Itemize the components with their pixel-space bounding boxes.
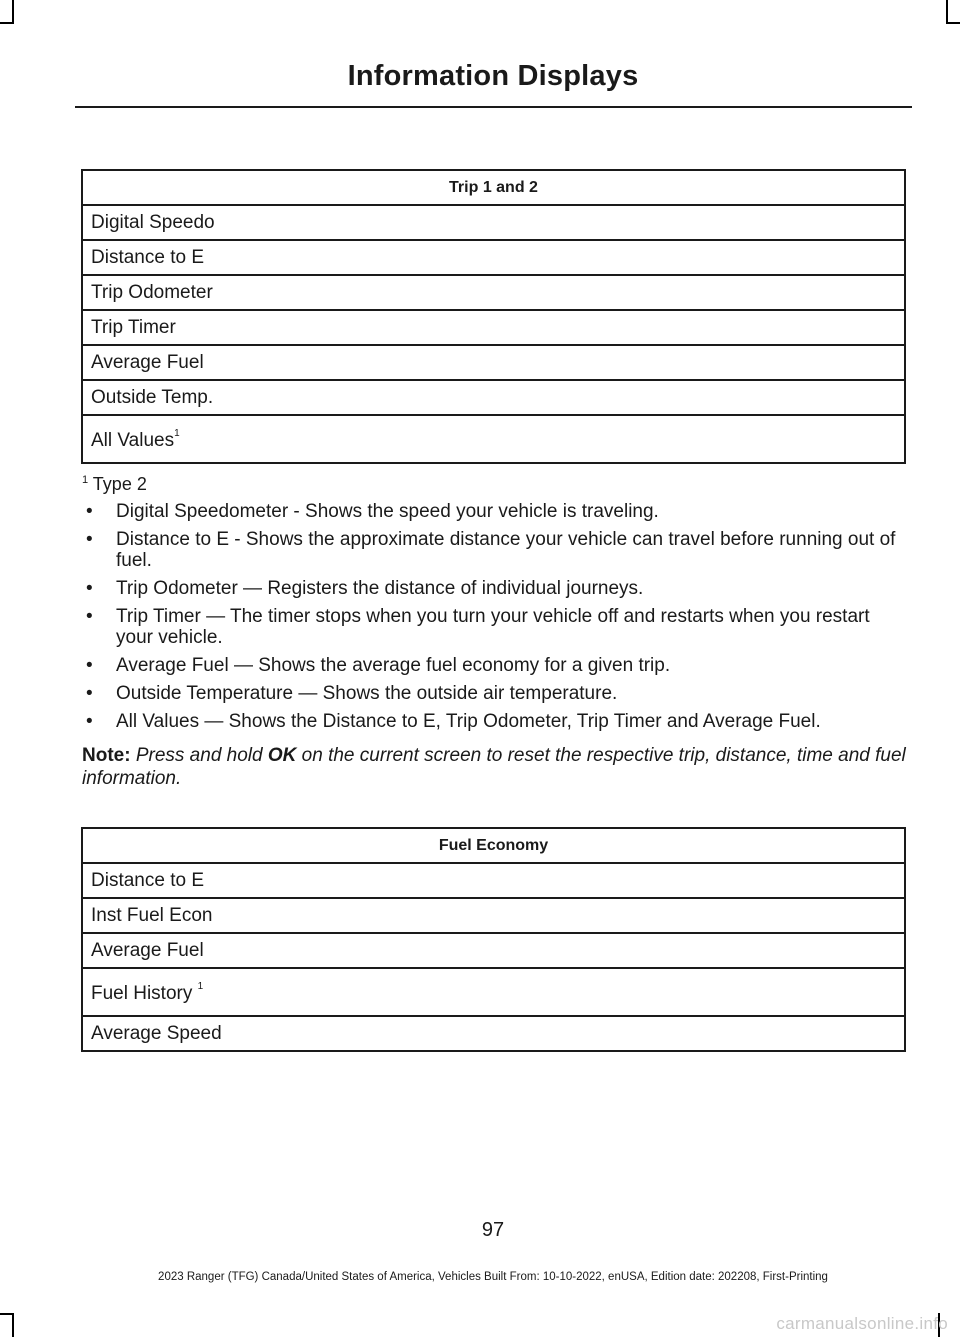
list-item <box>82 683 908 704</box>
list-item-text: Distance to E - Shows the approximate distance your vehicle can travel before running out of fuel. <box>116 529 896 571</box>
bullet-icon: • <box>86 711 93 732</box>
trip-table <box>81 169 906 464</box>
table-cell <box>82 898 905 933</box>
header-rule <box>75 106 912 108</box>
table-row <box>82 240 905 275</box>
list-item <box>82 501 908 522</box>
list-item <box>82 529 908 571</box>
cell-label: Digital Speedo <box>91 211 215 233</box>
table-cell <box>82 310 905 345</box>
table-cell <box>82 1016 905 1051</box>
list-item <box>82 606 908 648</box>
cell-label: Trip Odometer <box>91 281 213 303</box>
crop-mark-top-left-h <box>0 22 14 24</box>
table-row <box>82 275 905 310</box>
table-cell <box>82 380 905 415</box>
table-row <box>82 933 905 968</box>
list-item-text: Average Fuel — Shows the average fuel economy for a given trip. <box>116 655 671 676</box>
bullet-list <box>82 501 908 739</box>
cell-label: Average Speed <box>91 1022 222 1044</box>
page-title: Information Displays <box>347 60 639 92</box>
table-row <box>82 968 905 1016</box>
cell-label: All Values <box>91 430 175 451</box>
table-row <box>82 205 905 240</box>
list-item-text: Outside Temperature — Shows the outside air temperature. <box>116 683 618 704</box>
cell-label: Average Fuel <box>91 351 204 373</box>
footnote-text: Type 2 <box>88 474 147 494</box>
list-item <box>82 578 908 599</box>
table-cell <box>82 863 905 898</box>
crop-mark-bottom-left-h <box>0 1313 14 1315</box>
fuel-economy-table <box>81 827 906 1052</box>
table-heading: Fuel Economy <box>82 828 905 863</box>
table-cell <box>82 345 905 380</box>
bullet-icon: • <box>86 578 93 599</box>
cell-label: Average Fuel <box>91 939 204 961</box>
note-lead: Note: <box>82 745 131 766</box>
watermark: carmanualsonline.info <box>776 1314 948 1333</box>
list-item <box>82 655 908 676</box>
edition-footer: 2023 Ranger (TFG) Canada/United States of America, Vehicles Built From: 10-10-2022, enUSA, Edition date: 202208, First-Printing <box>158 1271 828 1283</box>
cell-label: Fuel History <box>91 983 193 1004</box>
table-cell <box>82 205 905 240</box>
table-row <box>82 415 905 463</box>
cell-label: Trip Timer <box>91 316 176 338</box>
crop-mark-top-right-v <box>946 0 948 22</box>
note-text: Press and hold <box>130 745 268 766</box>
bullet-icon: • <box>86 655 93 676</box>
table-cell <box>82 275 905 310</box>
table-row <box>82 863 905 898</box>
list-item-text: Digital Speedometer - Shows the speed your vehicle is traveling. <box>116 501 659 522</box>
footnote-marker: 1 <box>82 474 89 486</box>
table-row <box>82 310 905 345</box>
table-row <box>82 898 905 933</box>
cell-label: Outside Temp. <box>91 386 214 408</box>
cell-label: Distance to E <box>91 246 204 268</box>
cell-label: Distance to E <box>91 869 204 891</box>
bullet-icon: • <box>86 529 93 550</box>
list-item-text: Trip Timer — The timer stops when you turn your vehicle off and restarts when you restart your vehicle. <box>116 606 870 648</box>
bullet-icon: • <box>86 683 93 704</box>
bullet-icon: • <box>86 501 93 522</box>
note-paragraph <box>82 744 908 790</box>
table-footnote <box>82 474 147 495</box>
table-row <box>82 345 905 380</box>
note-text-end: on the current screen to reset the respective trip, distance, time and fuel information. <box>82 745 906 789</box>
table-cell <box>82 240 905 275</box>
table-cell <box>82 968 905 1016</box>
note-key: OK <box>267 745 297 766</box>
cell-label: Inst Fuel Econ <box>91 904 213 926</box>
page-number: 97 <box>481 1219 505 1241</box>
table-row <box>82 1016 905 1051</box>
table-header-row <box>82 828 905 863</box>
table-header-row <box>82 170 905 205</box>
crop-mark-top-right-h <box>946 22 960 24</box>
list-item-text: All Values — Shows the Distance to E, Trip Odometer, Trip Timer and Average Fuel. <box>116 711 821 732</box>
table-cell <box>82 933 905 968</box>
crop-mark-bottom-left-v <box>12 1313 14 1337</box>
table-cell <box>82 415 905 463</box>
table-heading: Trip 1 and 2 <box>82 170 905 205</box>
list-item <box>82 711 908 732</box>
crop-mark-top-left-v <box>12 0 14 22</box>
list-item-text: Trip Odometer — Registers the distance of individual journeys. <box>116 578 644 599</box>
table-row <box>82 380 905 415</box>
footnote-ref: 1 <box>197 980 204 992</box>
footnote-ref: 1 <box>174 427 180 439</box>
bullet-icon: • <box>86 606 93 627</box>
